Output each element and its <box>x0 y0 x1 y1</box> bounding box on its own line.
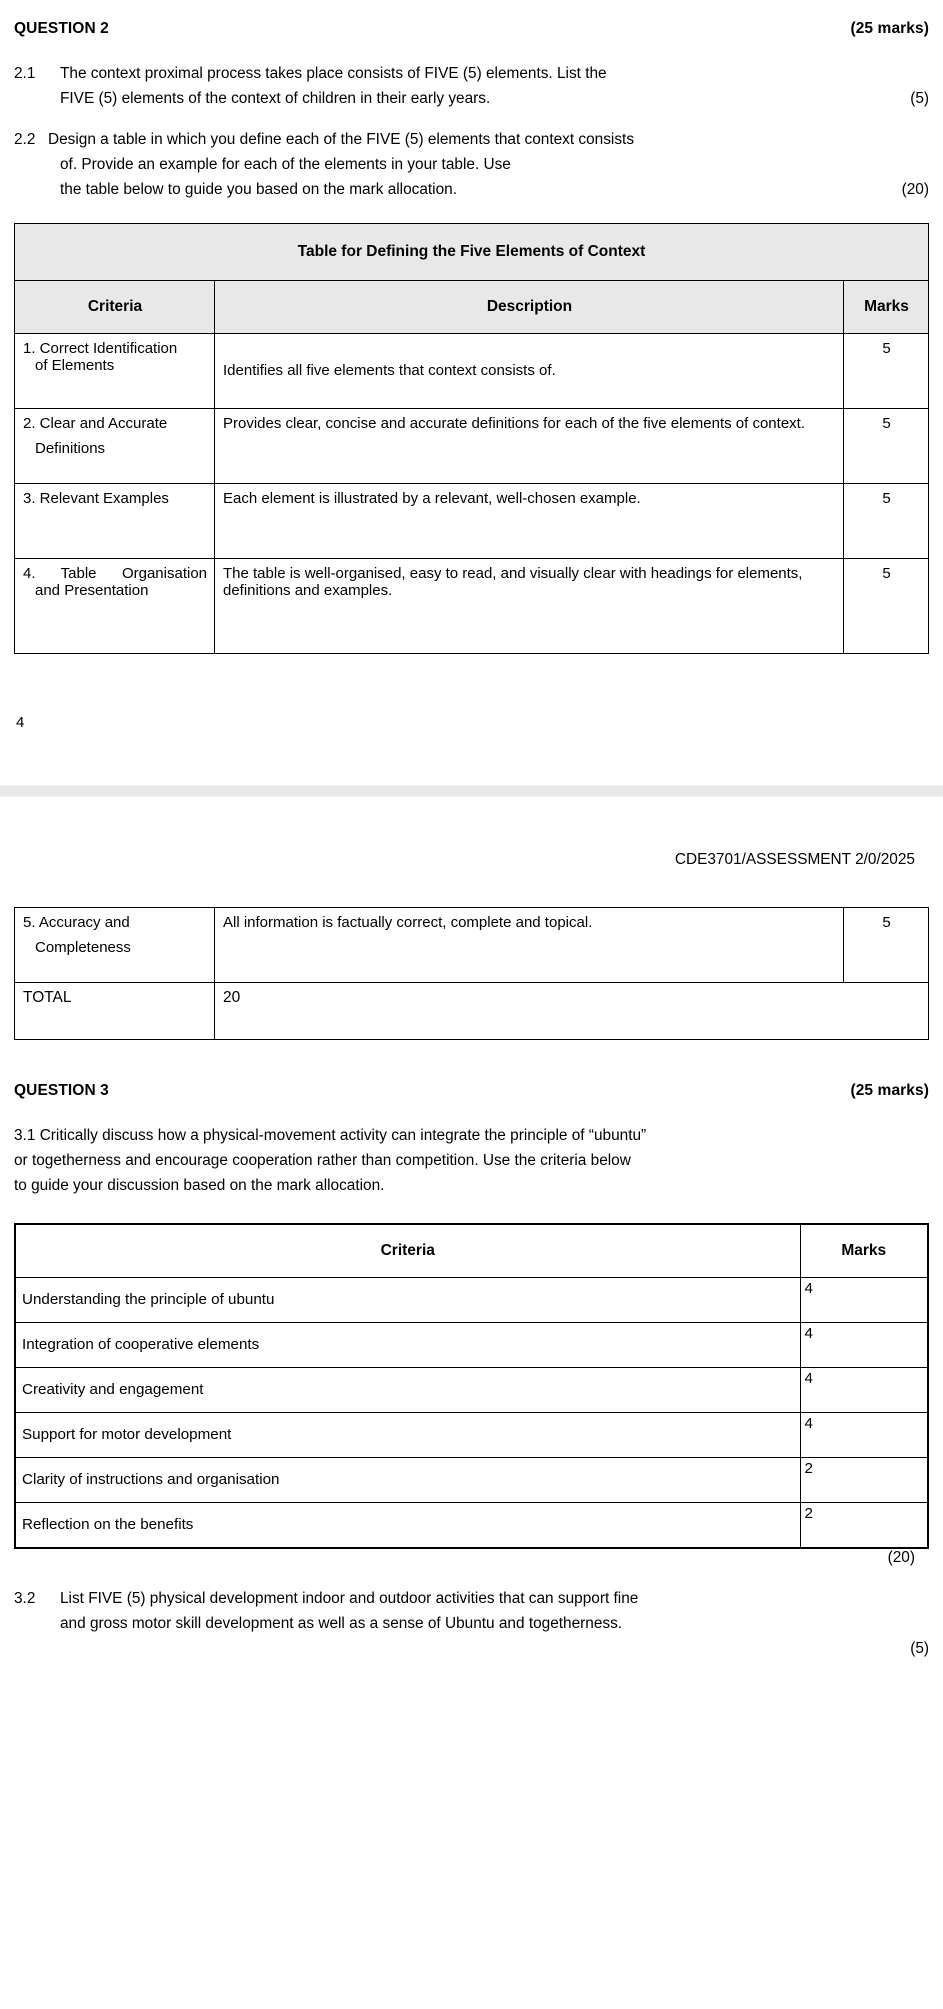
question-2-1-mark: (5) <box>910 89 929 107</box>
question-3-2-spacer <box>60 1637 64 1662</box>
question-2-1 <box>14 62 929 112</box>
rubric-marks-2: 5 <box>843 408 928 483</box>
rubric-marks-3: 5 <box>843 483 928 558</box>
rubric-criteria-2-line-1: 2. Clear and Accurate <box>23 414 168 432</box>
criteria-row-4-label: Support for motor development <box>15 1412 800 1457</box>
criteria-header-marks: Marks <box>800 1224 928 1278</box>
rubric-header-description: Description <box>215 280 844 333</box>
question-3-1-line-3: to guide your discussion based on the mark allocation. <box>14 1176 385 1194</box>
rubric-marks-4: 5 <box>843 558 928 653</box>
criteria-table-header-row <box>15 1224 928 1278</box>
criteria-row-5-marks: 2 <box>800 1457 928 1502</box>
rubric-description-3: Each element is illustrated by a relevant, well-chosen example. <box>215 483 844 558</box>
rubric-criteria-3 <box>15 483 215 558</box>
question-2-heading-row <box>14 20 929 38</box>
rubric-criteria-2 <box>15 408 215 483</box>
question-2-2-mark: (20) <box>901 180 929 198</box>
criteria-row-3-marks: 4 <box>800 1367 928 1412</box>
rubric-marks-1: 5 <box>843 333 928 408</box>
rubric-table-title: Table for Defining the Five Elements of Context <box>15 223 929 280</box>
document-page-5 <box>0 797 943 1662</box>
question-2-2-line-2: of. Provide an example for each of the elements in your table. Use <box>60 155 511 173</box>
rubric-criteria-5-line-1: 5. Accuracy and <box>23 913 130 931</box>
question-3-1-line-2: or togetherness and encourage cooperation rather than competition. Use the criteria below <box>14 1151 631 1169</box>
rubric-table-continued <box>14 907 929 1040</box>
question-3-heading-row <box>14 1082 929 1100</box>
question-2-1-line-1: The context proximal process takes place consists of FIVE (5) elements. List the <box>60 65 607 82</box>
rubric-description-5: All information is factually correct, complete and topical. <box>215 907 844 982</box>
rubric-header-marks: Marks <box>843 280 928 333</box>
rubric-criteria-1-line-2: of Elements <box>35 356 115 374</box>
question-3-2-mark: (5) <box>910 1639 929 1657</box>
question-2-1-line-2: FIVE (5) elements of the context of children in their early years. <box>60 89 491 107</box>
rubric-description-1: Identifies all five elements that context consists of. <box>215 333 844 408</box>
criteria-header-criteria: Criteria <box>15 1224 800 1278</box>
rubric-total-row <box>15 982 929 1039</box>
table-row <box>15 1367 928 1412</box>
rubric-criteria-1 <box>15 333 215 408</box>
question-3-2-line-1: List FIVE (5) physical development indoor and outdoor activities that can support fine <box>60 1589 639 1607</box>
question-2-1-number: 2.1 <box>14 65 36 82</box>
table-row <box>15 907 929 982</box>
rubric-criteria-4-line-1: 4. Table Organisation <box>23 564 207 582</box>
table-row <box>15 483 929 558</box>
criteria-table <box>14 1223 929 1549</box>
table-row <box>15 333 929 408</box>
criteria-row-1-label: Understanding the principle of ubuntu <box>15 1277 800 1322</box>
rubric-criteria-1-line-1: 1. Correct Identification <box>23 339 178 357</box>
rubric-criteria-4-line-2: and Presentation <box>35 581 149 599</box>
criteria-row-2-label: Integration of cooperative elements <box>15 1322 800 1367</box>
question-3-title: QUESTION 3 <box>14 1081 109 1099</box>
rubric-criteria-5-line-2: Completeness <box>35 938 131 956</box>
table-row <box>15 1277 928 1322</box>
rubric-description-4: The table is well-organised, easy to read, and visually clear with headings for elements, definitions and examples. <box>215 558 844 653</box>
question-3-2-number: 3.2 <box>14 1589 36 1607</box>
table-row <box>15 1502 928 1548</box>
criteria-row-2-marks: 4 <box>800 1322 928 1367</box>
table-row <box>15 408 929 483</box>
rubric-table-header-row <box>15 280 929 333</box>
question-3-1-line-1 <box>14 1124 929 1149</box>
rubric-total-label: TOTAL <box>15 982 215 1039</box>
table-row <box>15 1322 928 1367</box>
question-2-2 <box>14 128 929 203</box>
rubric-criteria-4 <box>15 558 215 653</box>
question-3-1 <box>14 1124 929 1199</box>
rubric-marks-5: 5 <box>844 907 929 982</box>
rubric-total-value: 20 <box>215 982 929 1039</box>
question-2-2-number: 2.2 <box>14 130 36 148</box>
question-3-2-line-2: and gross motor skill development as well as a sense of Ubuntu and togetherness. <box>60 1614 623 1632</box>
criteria-row-5-label: Clarity of instructions and organisation <box>15 1457 800 1502</box>
rubric-header-criteria: Criteria <box>15 280 215 333</box>
page-break-separator <box>0 785 943 797</box>
question-2-title: QUESTION 2 <box>14 20 109 37</box>
table-row <box>15 1457 928 1502</box>
criteria-row-3-label: Creativity and engagement <box>15 1367 800 1412</box>
criteria-row-4-marks: 4 <box>800 1412 928 1457</box>
criteria-row-6-label: Reflection on the benefits <box>15 1502 800 1548</box>
document-page-4 <box>0 0 943 785</box>
question-2-marks: (25 marks) <box>850 20 929 37</box>
table-row <box>15 1412 928 1457</box>
question-3-1-text-1: Critically discuss how a physical-movement activity can integrate the principle of “ubuntu” <box>39 1126 647 1144</box>
question-2-2-line-3: the table below to guide you based on the mark allocation. <box>60 180 458 198</box>
question-3-2 <box>14 1587 929 1662</box>
criteria-row-1-marks: 4 <box>800 1277 928 1322</box>
page-number: 4 <box>16 713 25 731</box>
criteria-table-total-mark: (20) <box>887 1548 915 1566</box>
table-row <box>15 558 929 653</box>
rubric-table <box>14 223 929 654</box>
rubric-criteria-5 <box>15 907 215 982</box>
rubric-criteria-2-line-2: Definitions <box>35 439 106 457</box>
question-3-1-number: 3.1 <box>14 1126 36 1144</box>
criteria-row-6-marks: 2 <box>800 1502 928 1548</box>
rubric-description-2: Provides clear, concise and accurate definitions for each of the five elements of context. <box>215 408 844 483</box>
question-2-2-line-1: Design a table in which you define each of the FIVE (5) elements that context consists <box>48 130 635 148</box>
rubric-table-title-row <box>15 223 929 280</box>
rubric-criteria-3-line-1: 3. Relevant Examples <box>23 489 169 507</box>
running-head: CDE3701/ASSESSMENT 2/0/2025 <box>674 850 915 868</box>
question-3-marks: (25 marks) <box>850 1081 929 1099</box>
